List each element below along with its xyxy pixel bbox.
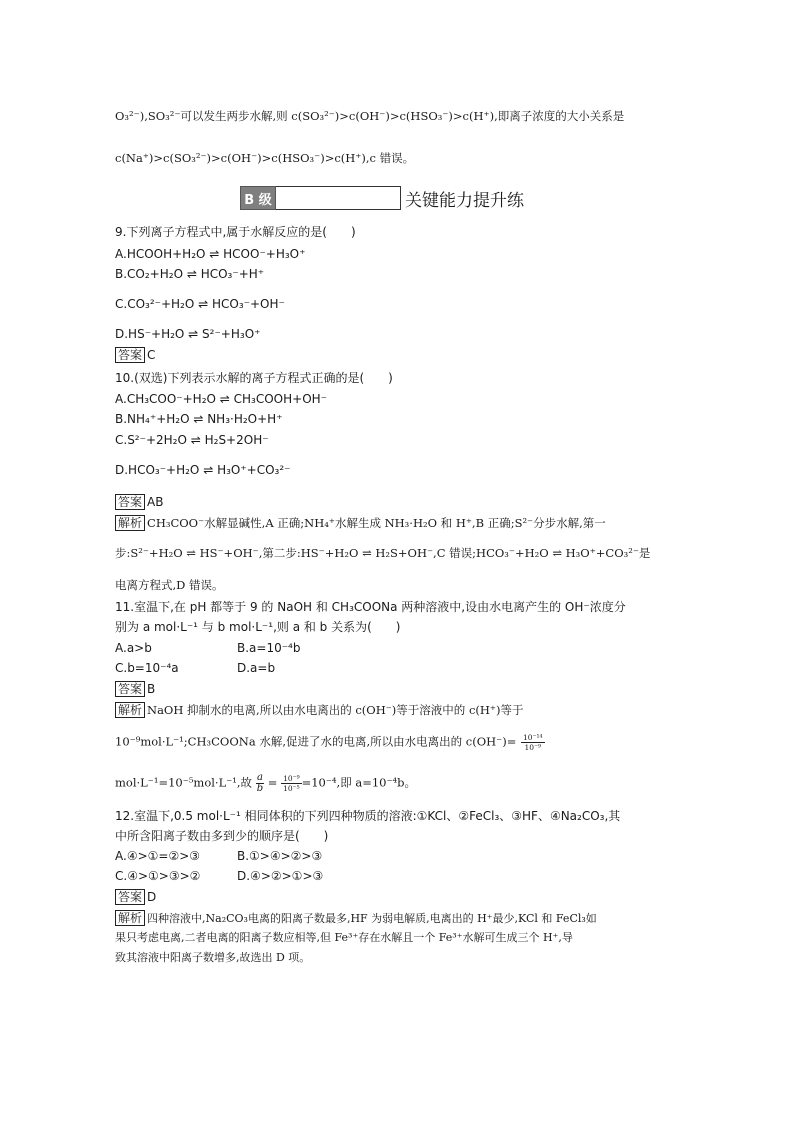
option-b: B.①>④>②>③ xyxy=(237,849,323,863)
answer-label: 答案 xyxy=(115,681,145,697)
analysis-label: 解析 xyxy=(115,702,145,718)
fraction xyxy=(521,733,545,752)
answer-label: 答案 xyxy=(115,347,145,363)
analysis-text: CH₃COO⁻水解显碱性,A 正确;NH₄⁺水解生成 NH₃·H₂O 和 H⁺,B 正确;S²⁻分步水解,第一 xyxy=(147,516,606,530)
blank-box xyxy=(276,186,401,210)
section-title: 关键能力提升练 xyxy=(405,190,524,211)
analysis-text: 果只考虑电离,二者电离的阳离子数应相等,但 Fe³⁺存在水解且一个 Fe³⁺水解可生成三个 H⁺,导 xyxy=(115,931,573,944)
analysis-text xyxy=(115,733,545,752)
answer-value: B xyxy=(147,682,156,696)
analysis-text xyxy=(115,773,416,794)
fraction xyxy=(281,774,302,793)
equals-sign: = xyxy=(267,775,278,790)
option-d: D.HS⁻+H₂O ⇌ S²⁻+H₃O⁺ xyxy=(115,327,261,341)
option-a: A.④>①=②>③ xyxy=(115,849,201,863)
fraction-numerator: 10⁻¹⁴ xyxy=(523,733,543,742)
analysis-row xyxy=(115,702,523,718)
analysis-text: 步:S²⁻+H₂O ⇌ HS⁻+OH⁻,第二步:HS⁻+H₂O ⇌ H₂S+OH⁻,C 错误;HCO₃⁻+H₂O ⇌ H₃O⁺+CO₃²⁻是 xyxy=(115,546,651,560)
answer-row xyxy=(115,681,155,697)
analysis-text: NaOH 抑制水的电离,所以由水电离出的 c(OH⁻)等于溶液中的 c(H⁺)等于 xyxy=(147,703,524,717)
fraction-numerator: a xyxy=(256,772,263,783)
analysis-text: 致其溶液中阳离子数增多,故选出 D 项。 xyxy=(115,951,311,964)
option-c: C.b=10⁻⁴a xyxy=(115,661,179,675)
option-c: C.④>①>③>② xyxy=(115,869,201,883)
answer-value: AB xyxy=(147,495,164,509)
answer-value: C xyxy=(147,348,156,362)
option-b: B.CO₂+H₂O ⇌ HCO₃⁻+H⁺ xyxy=(115,267,265,281)
analysis-text: 四种溶液中,Na₂CO₃电离的阳离子数最多,HF 为弱电解质,电离出的 H⁺最少,KCl 和 FeCl₃如 xyxy=(147,912,597,925)
option-b: B.a=10⁻⁴b xyxy=(237,641,301,655)
answer-row xyxy=(115,889,156,905)
question-stem: 9.下列离子方程式中,属于水解反应的是( ) xyxy=(115,225,356,239)
option-b: B.NH₄⁺+H₂O ⇌ NH₃·H₂O+H⁺ xyxy=(115,412,283,426)
fraction-denominator: 10⁻⁵ xyxy=(283,784,300,793)
question-stem: 10.(双选)下列表示水解的离子方程式正确的是( ) xyxy=(115,371,393,385)
analysis-label: 解析 xyxy=(115,515,145,531)
answer-label: 答案 xyxy=(115,494,145,510)
fraction-denominator: 10⁻⁹ xyxy=(524,743,542,752)
fraction-denominator: b xyxy=(256,783,264,794)
option-a: A.CH₃COO⁻+H₂O ⇌ CH₃COOH+OH⁻ xyxy=(115,392,328,406)
answer-label: 答案 xyxy=(115,889,145,905)
answer-value: D xyxy=(147,890,157,904)
option-d: D.④>②>①>③ xyxy=(237,869,324,883)
analysis-text: =10⁻⁴,即 a=10⁻⁴b。 xyxy=(301,775,417,790)
analysis-label: 解析 xyxy=(115,910,145,926)
analysis-text: mol·L⁻¹=10⁻⁵mol·L⁻¹,故 xyxy=(115,775,253,790)
option-c: C.CO₃²⁻+H₂O ⇌ HCO₃⁻+OH⁻ xyxy=(115,297,285,311)
answer-row xyxy=(115,347,155,363)
option-d: D.a=b xyxy=(237,661,276,675)
option-c: C.S²⁻+2H₂O ⇌ H₂S+2OH⁻ xyxy=(115,433,269,447)
question-stem: 中所含阳离子数由多到少的顺序是( ) xyxy=(115,829,329,843)
fraction xyxy=(256,773,264,794)
text-line: c(Na⁺)>c(SO₃²⁻)>c(OH⁻)>c(HSO₃⁻)>c(H⁺),c 错误。 xyxy=(115,151,415,165)
option-a: A.HCOOH+H₂O ⇌ HCOO⁻+H₃O⁺ xyxy=(115,247,306,261)
analysis-row xyxy=(115,910,597,927)
analysis-text: 10⁻⁹mol·L⁻¹;CH₃COONa 水解,促进了水的电离,所以由水电离出的 c(OH⁻)= xyxy=(115,734,517,749)
analysis-text: 电离方程式,D 错误。 xyxy=(115,578,224,592)
fraction-numerator: 10⁻⁹ xyxy=(283,774,300,783)
level-badge: B 级 xyxy=(240,186,276,210)
option-a: A.a>b xyxy=(115,641,152,655)
question-stem: 别为 a mol·L⁻¹ 与 b mol·L⁻¹,则 a 和 b 关系为( ) xyxy=(115,620,401,634)
answer-row xyxy=(115,494,163,510)
question-stem: 11.室温下,在 pH 都等于 9 的 NaOH 和 CH₃COONa 两种溶液中,设由水电离产生的 OH⁻浓度分 xyxy=(115,600,626,614)
option-d: D.HCO₃⁻+H₂O ⇌ H₃O⁺+CO₃²⁻ xyxy=(115,463,291,477)
question-stem: 12.室温下,0.5 mol·L⁻¹ 相同体积的下列四种物质的溶液:①KCl、②FeCl₃、③HF、④Na₂CO₃,其 xyxy=(115,809,621,823)
analysis-row xyxy=(115,515,606,531)
section-header xyxy=(240,186,524,210)
text-line: O₃²⁻),SO₃²⁻可以发生两步水解,则 c(SO₃²⁻)>c(OH⁻)>c(HSO₃⁻)>c(H⁺),即离子浓度的大小关系是 xyxy=(115,109,625,123)
